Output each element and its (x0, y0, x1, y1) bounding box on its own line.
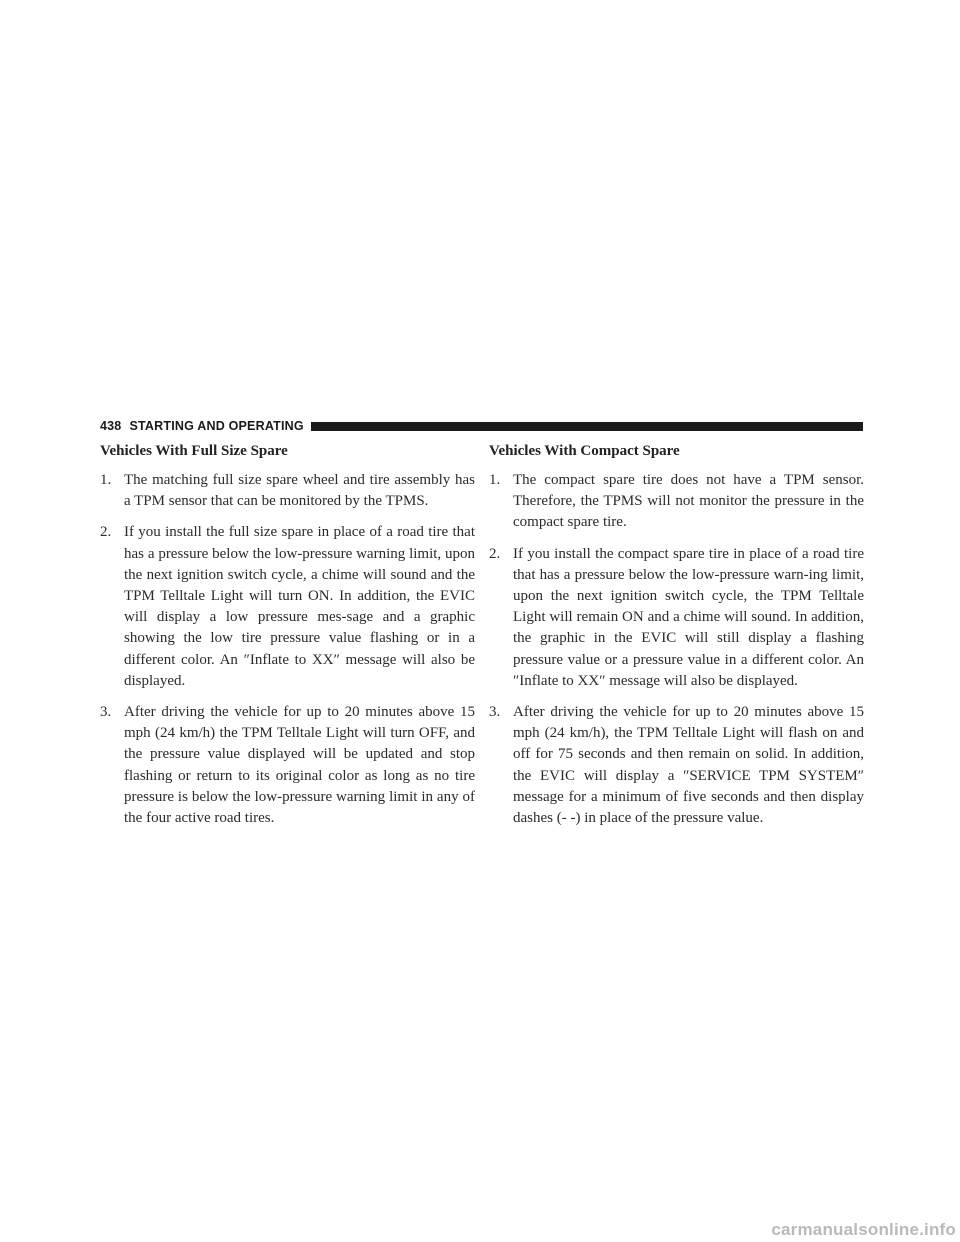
item-text: The compact spare tire does not have a TPM sensor. Therefore, the TPMS will not monitor the pressure in the compact spare tire. (513, 472, 864, 531)
left-column (100, 441, 475, 839)
list-item (489, 702, 864, 829)
list-item (489, 470, 864, 534)
left-steps-list (100, 470, 475, 829)
right-column (489, 441, 864, 839)
item-number: 1. (100, 472, 112, 488)
item-number: 1. (489, 472, 501, 488)
list-item (100, 702, 475, 829)
item-number: 2. (489, 545, 501, 562)
right-steps-list (489, 470, 864, 829)
item-number: 3. (489, 704, 501, 721)
item-text: The matching full size spare wheel and tire assembly has a TPM sensor that can be monitored by the TPMS. (124, 472, 475, 510)
page-number: 438 (100, 419, 122, 433)
item-text: If you install the full size spare in place of a road tire that has a pressure below the low-pressure warning limit, upon the next ignition switch cycle, a chime will sound and the TPM Telltale Light will turn ON. In addition, the EVIC will display a low pressure mes-sage and a graphic showing the low tire pressure value flashing or in a different color. An ″Inflate to XX″ message will also be displayed. (124, 524, 475, 689)
left-column-title: Vehicles With Full Size Spare (100, 443, 288, 459)
item-number: 3. (100, 704, 112, 721)
right-column-title: Vehicles With Compact Spare (489, 443, 680, 459)
item-text: If you install the compact spare tire in place of a road tire that has a pressure below the low-pressure warn-ing limit, upon the next ignition switch cycle, the TPM Telltale Light will remain ON and a chime will sound. In addition, the graphic in the EVIC will still display a flashing pressure value or a pressure value in a different color. An ″Inflate to XX″ message will also be displayed. (513, 545, 864, 689)
page-header (100, 419, 863, 433)
watermark: carmanualsonline.info (771, 1220, 956, 1239)
list-item (100, 522, 475, 692)
list-item (489, 544, 864, 692)
list-item (100, 470, 475, 512)
item-text: After driving the vehicle for up to 20 minutes above 15 mph (24 km/h) the TPM Telltale Light will turn OFF, and the pressure value displayed will be updated and stop flashing or return to its original color as long as no tire pressure is below the low-pressure warning limit in any of the four active road tires. (124, 704, 475, 827)
item-number: 2. (100, 524, 112, 541)
section-title: STARTING AND OPERATING (129, 419, 304, 433)
item-text: After driving the vehicle for up to 20 minutes above 15 mph (24 km/h), the TPM Telltale Light will flash on and off for 75 seconds and then remain on solid. In addition, the EVIC will display a ″SERVICE TPM SYSTEM″ message for a minimum of five seconds and then display dashes (- -) in place of the pressure value. (513, 704, 864, 827)
header-rule (311, 422, 863, 431)
